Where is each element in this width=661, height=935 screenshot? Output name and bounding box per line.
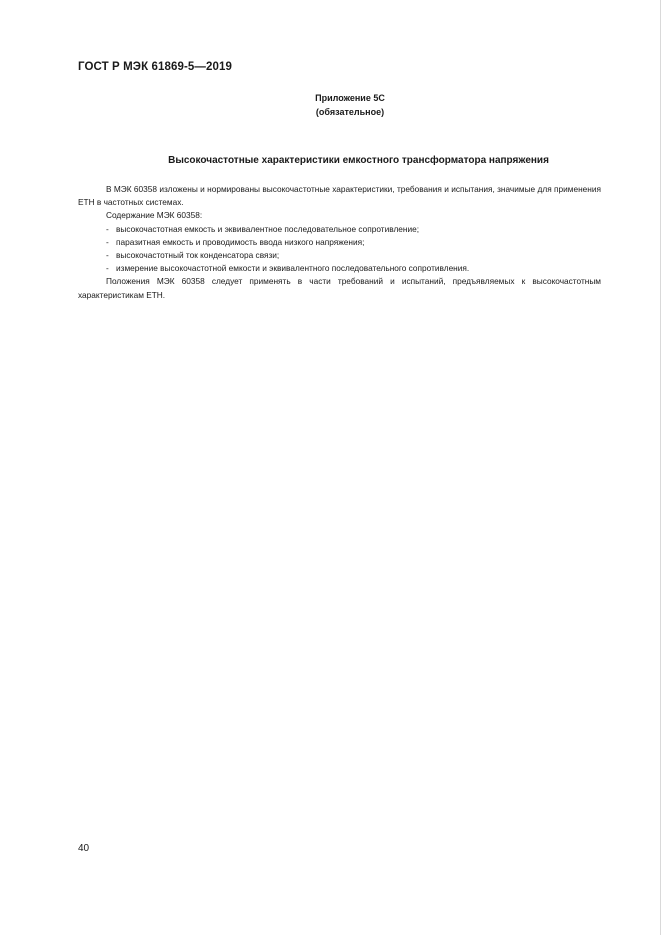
list-item: - высокочастотная емкость и эквивалентное последовательное сопротивление; [78, 223, 601, 236]
page-number: 40 [78, 843, 90, 854]
list-item: - высокочастотный ток конденсатора связи; [78, 249, 601, 262]
list-marker: - [106, 250, 109, 261]
list-marker: - [106, 236, 109, 247]
list-marker: - [106, 263, 109, 274]
contents-intro: Содержание МЭК 60358: [106, 210, 203, 221]
annex-heading [240, 91, 460, 119]
contents-list [78, 223, 601, 276]
annex-label: Приложение 5С [315, 93, 385, 103]
annex-status: (обязательное) [315, 107, 385, 117]
list-item: - паразитная емкость и проводимость ввода низкого напряжения; [78, 236, 601, 249]
document-header: ГОСТ Р МЭК 61869-5—2019 [78, 61, 232, 73]
section-title: Высокочастотные характеристики емкостного трансформатора напряжения [168, 155, 549, 166]
paragraph-application: Положения МЭК 60358 следует применять в части требований и испытаний, предъявляемых к высокочастотным характеристикам ЕТН. [78, 276, 601, 300]
list-item: - измерение высокочастотной емкости и эквивалентного последовательного сопротивления. [78, 262, 601, 275]
body-text [78, 183, 601, 302]
paragraph-intro: В МЭК 60358 изложены и нормированы высокочастотные характеристики, требования и испытания, значимые для применения ЕТН в частотных системах. [78, 184, 601, 208]
list-marker: - [106, 223, 109, 234]
